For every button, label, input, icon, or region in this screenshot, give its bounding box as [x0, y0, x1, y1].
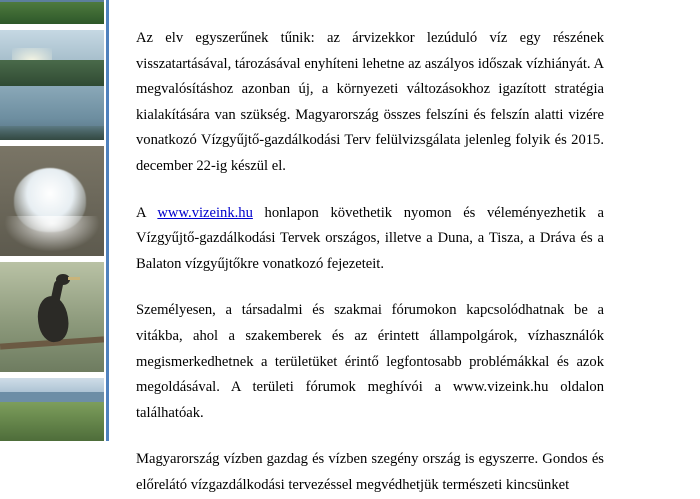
article-text-column — [136, 0, 604, 493]
paragraph-forums: Személyesen, a társadalmi és szakmai fórumokon kapcsolódhatnak be a vitákba, ahol a szakemberek és az érintett állampolgárok, vízhasználók megismerkedhetnek a területüket érintő legfontosabb problémákkal és azok megoldásával. A területi fórumok meghívói a www.vizeink.hu oldalon találhatóak. — [136, 302, 604, 421]
photo-spray — [4, 216, 100, 252]
paragraph-website-prefix: A — [136, 204, 158, 221]
photo-reed-bank — [0, 126, 104, 140]
vizeink-website-link[interactable]: www.vizeink.hu — [157, 204, 253, 221]
paragraph-principle: Az elv egyszerűnek tűnik: az árvizekkor lezúduló víz egy részének visszatartásával, tározásával enyhíteni lehetne az aszályos időszak vízhiányát. A megvalósításhoz azonban új, a környezeti változásokhoz igazított stratégia kialakítására van szükség. Magyarország összes felszíni és felszín alatti vizére vonatkozó Vízgyűjtő-gazdálkodási Terv felülvizsgálata jelenleg folyik és 2015. december 22-ig készül el. — [136, 30, 604, 174]
photo-treeline — [0, 60, 104, 86]
paragraph-closing: Magyarország vízben gazdag és vízben szegény ország is egyszerre. Gondos és előrelátó vízgazdálkodási tervezéssel megvédhetjük természeti kincsünket — [136, 451, 604, 493]
paragraph-website-suffix: honlapon követhetik nyomon és véleményezhetik a Vízgyűjtő-gazdálkodási Tervek országos, illetve a Duna, a Tisza, a Dráva és a Balaton vízgyűjtőkre vonatkozó fejezeteit. — [136, 204, 604, 272]
photo-river-plain — [0, 378, 104, 441]
photo-cormorant-bird — [0, 262, 104, 372]
photo-misty-lake — [0, 30, 104, 140]
photo-rushing-water — [0, 146, 104, 256]
photo-bird-beak — [68, 277, 80, 280]
photo-lake-shoreline — [0, 0, 104, 24]
photo-field-band — [0, 402, 104, 441]
image-sidebar — [0, 0, 104, 441]
paragraph-website — [136, 201, 604, 278]
photo-sky-band — [0, 378, 104, 392]
vertical-accent-rule — [106, 0, 109, 441]
photo-land-band — [0, 2, 104, 24]
